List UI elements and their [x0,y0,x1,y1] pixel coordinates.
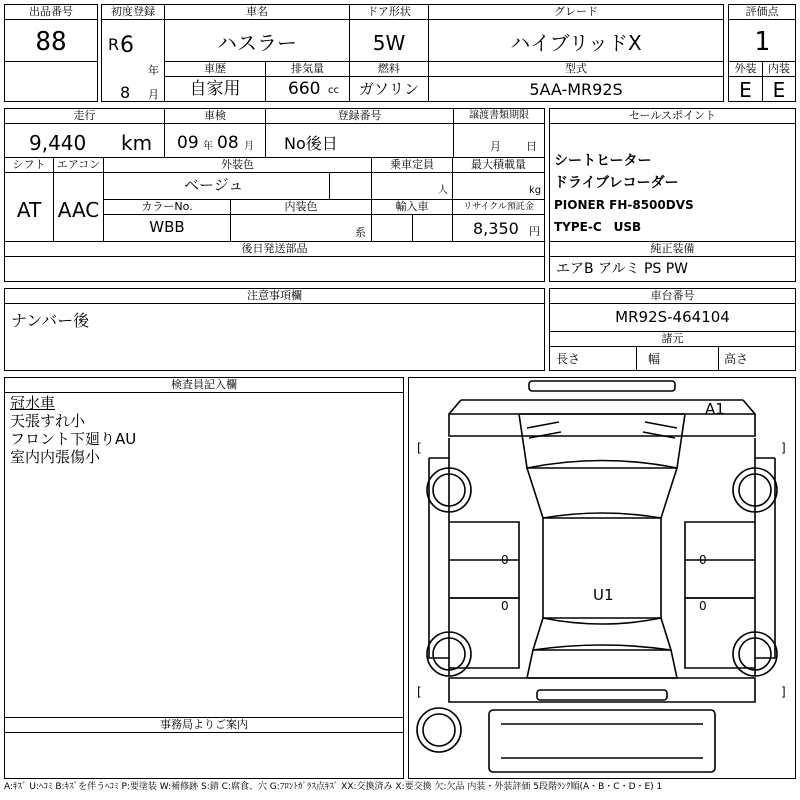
car-diagram [408,377,796,779]
shift-value: AT [16,198,42,222]
later-parts-header: 後日発送部品 [5,242,544,257]
svg-text:0: 0 [501,599,509,613]
dimensions-header: 諸元 [550,331,795,347]
exterior-score-value: E [739,78,752,102]
model-header: 型式 [429,62,723,77]
lot-no-blank [4,61,98,102]
genuine-equip-cell [549,241,796,282]
color-no-header: カラーNo. [104,200,230,215]
notes-cell [4,288,545,371]
sales-point-1: シートヒーター [554,153,652,169]
sales-point-3: PIONER FH-8500DVS [554,198,694,212]
recycle-header: リサイクル預託金 [453,200,544,215]
interior-header: 内装 [763,62,795,77]
svg-text:[: [ [417,441,422,455]
grade-header: グレード [429,5,723,20]
first-reg-header: 初度登録 [102,5,164,20]
ext-color-header: 外装色 [104,158,371,173]
transfer-docs-cell [453,108,545,158]
office-header: 事務局よりご案内 [5,718,403,733]
interior-score-cell [762,61,796,102]
sales-point-2: ドライブレコーダー [554,175,679,191]
capacity-header: 乗車定員 [372,158,452,173]
reg-no-header: 登録番号 [266,109,453,124]
chassis-value: MR92S-464104 [615,308,730,326]
inspector-note-3: フロント下廻りAU [10,430,137,448]
dim-height: 高さ [724,352,749,366]
shift-cell [4,157,54,242]
displacement-unit: cc [328,85,339,96]
damage-mark-u1: U1 [593,586,614,604]
mileage-header: 走行 [5,109,164,124]
displacement-header: 排気量 [266,62,349,77]
shift-header: シフト [5,158,53,173]
door-value: 5W [372,31,406,55]
exterior-score-cell [728,61,763,102]
inspection-month-unit: 月 [244,141,254,152]
fuel-cell [349,61,429,102]
legend-text: A:ｷｽﾞ U:ﾍｺﾐ B:ｷｽﾞを伴うﾍｺﾐ P:要塗装 W:補修跡 S:錆 C:腐食、穴 G:ﾌﾛﾝﾄｶﾞﾗｽ点ｷｽﾞ XX:交換済み X:要交換 欠:欠品 内装・外装評価 5段階ﾗﾝｸ順(A・B・C・D・E) 1 [4,782,663,792]
max-load-cell [452,157,545,200]
ext-color-value: ベージュ [184,176,244,194]
lot-no-header: 出品番号 [5,5,97,20]
fuel-value: ガソリン [358,80,419,98]
first-reg-cell [101,4,165,102]
inspection-month: 08 [217,133,239,153]
dim-width: 幅 [648,352,661,366]
inspection-header: 車検 [165,109,265,124]
int-color-cell [230,199,372,242]
inspector-note-2: 天張すれ小 [10,412,86,430]
svg-text:]: ] [781,441,786,455]
door-cell [349,4,429,62]
first-reg-era: R [108,35,120,54]
first-reg-month: 8 [120,83,131,102]
mileage-value: 9,440 [29,131,87,155]
score-cell [728,4,796,62]
max-load-header: 最大積載量 [453,158,544,173]
chassis-header: 車台番号 [550,289,795,304]
first-reg-month-unit: 月 [148,88,159,101]
genuine-equip-value: エアB アルミ PS PW [556,261,689,277]
import-cell [371,199,453,242]
office-cell [4,717,404,779]
inspection-year-unit: 年 [203,141,213,152]
recycle-value: 8,350 [473,219,519,238]
exterior-header: 外装 [729,62,762,77]
lot-no-cell [4,4,98,62]
inspector-header: 検査員記入欄 [5,378,403,393]
displacement-value: 660 [288,79,321,99]
interior-score-value: E [772,78,786,102]
history-value: 自家用 [189,79,241,99]
int-color-header: 内装色 [231,200,371,215]
genuine-equip-header: 純正装備 [550,242,795,257]
model-cell [428,61,724,102]
color-no-cell [103,199,231,242]
model-value: 5AA-MR92S [529,80,623,99]
sales-points-cell [549,108,796,242]
notes-value: ナンバー後 [11,311,90,330]
capacity-unit: 人 [438,185,448,196]
transfer-day-unit: 日 [526,140,537,153]
mileage-cell [4,108,165,158]
svg-text:]: ] [781,685,786,699]
grade-value: ハイブリッドX [510,31,642,55]
fuel-header: 燃料 [350,62,428,77]
inspection-cell [164,108,266,158]
sales-points-header: セールスポイント [550,109,795,124]
car-name-header: 車名 [165,5,349,20]
later-parts-cell [4,241,545,282]
first-reg-year-unit: 年 [148,64,159,77]
sales-point-4: TYPE-C USB [554,220,642,234]
damage-mark-a1: A1 [705,400,725,418]
inspection-year: 09 [177,133,199,153]
svg-text:[: [ [417,685,422,699]
transfer-month-unit: 月 [490,140,501,153]
inspector-cell [4,377,404,718]
ac-header: エアコン [54,158,103,173]
car-outline-svg [409,378,795,778]
reg-no-cell [265,108,454,158]
lot-no-value: 88 [35,27,67,57]
ac-cell [53,157,104,242]
svg-text:0: 0 [699,599,707,613]
mileage-unit: km [121,131,153,155]
int-color-unit: 系 [355,226,366,239]
chassis-cell [549,288,796,371]
inspector-note-4: 室内内張傷小 [10,448,101,466]
door-header: ドア形状 [350,5,428,20]
capacity-cell [371,157,453,200]
notes-header: 注意事項欄 [5,289,544,304]
ext-color-cell [103,157,372,200]
max-load-unit: kg [529,185,542,196]
car-name-value: ハスラー [217,31,297,55]
svg-text:0: 0 [699,553,707,567]
grade-cell [428,4,724,62]
svg-text:0: 0 [501,553,509,567]
reg-no-value: No後日 [284,134,338,153]
inspector-note-1: 冠水車 [10,394,56,412]
color-no-value: WBB [149,218,185,236]
recycle-unit: 円 [529,225,540,238]
score-value: 1 [754,27,770,57]
import-header: 輸入車 [372,200,452,215]
dim-length: 長さ [556,352,581,366]
transfer-docs-header: 譲渡書類期限 [454,109,544,124]
history-cell [164,61,266,102]
score-header: 評価点 [729,5,795,20]
recycle-cell [452,199,545,242]
first-reg-year: 6 [120,33,134,58]
displacement-cell [265,61,350,102]
ac-value: AAC [57,198,100,222]
history-header: 車歴 [165,62,265,77]
car-name-cell [164,4,350,62]
